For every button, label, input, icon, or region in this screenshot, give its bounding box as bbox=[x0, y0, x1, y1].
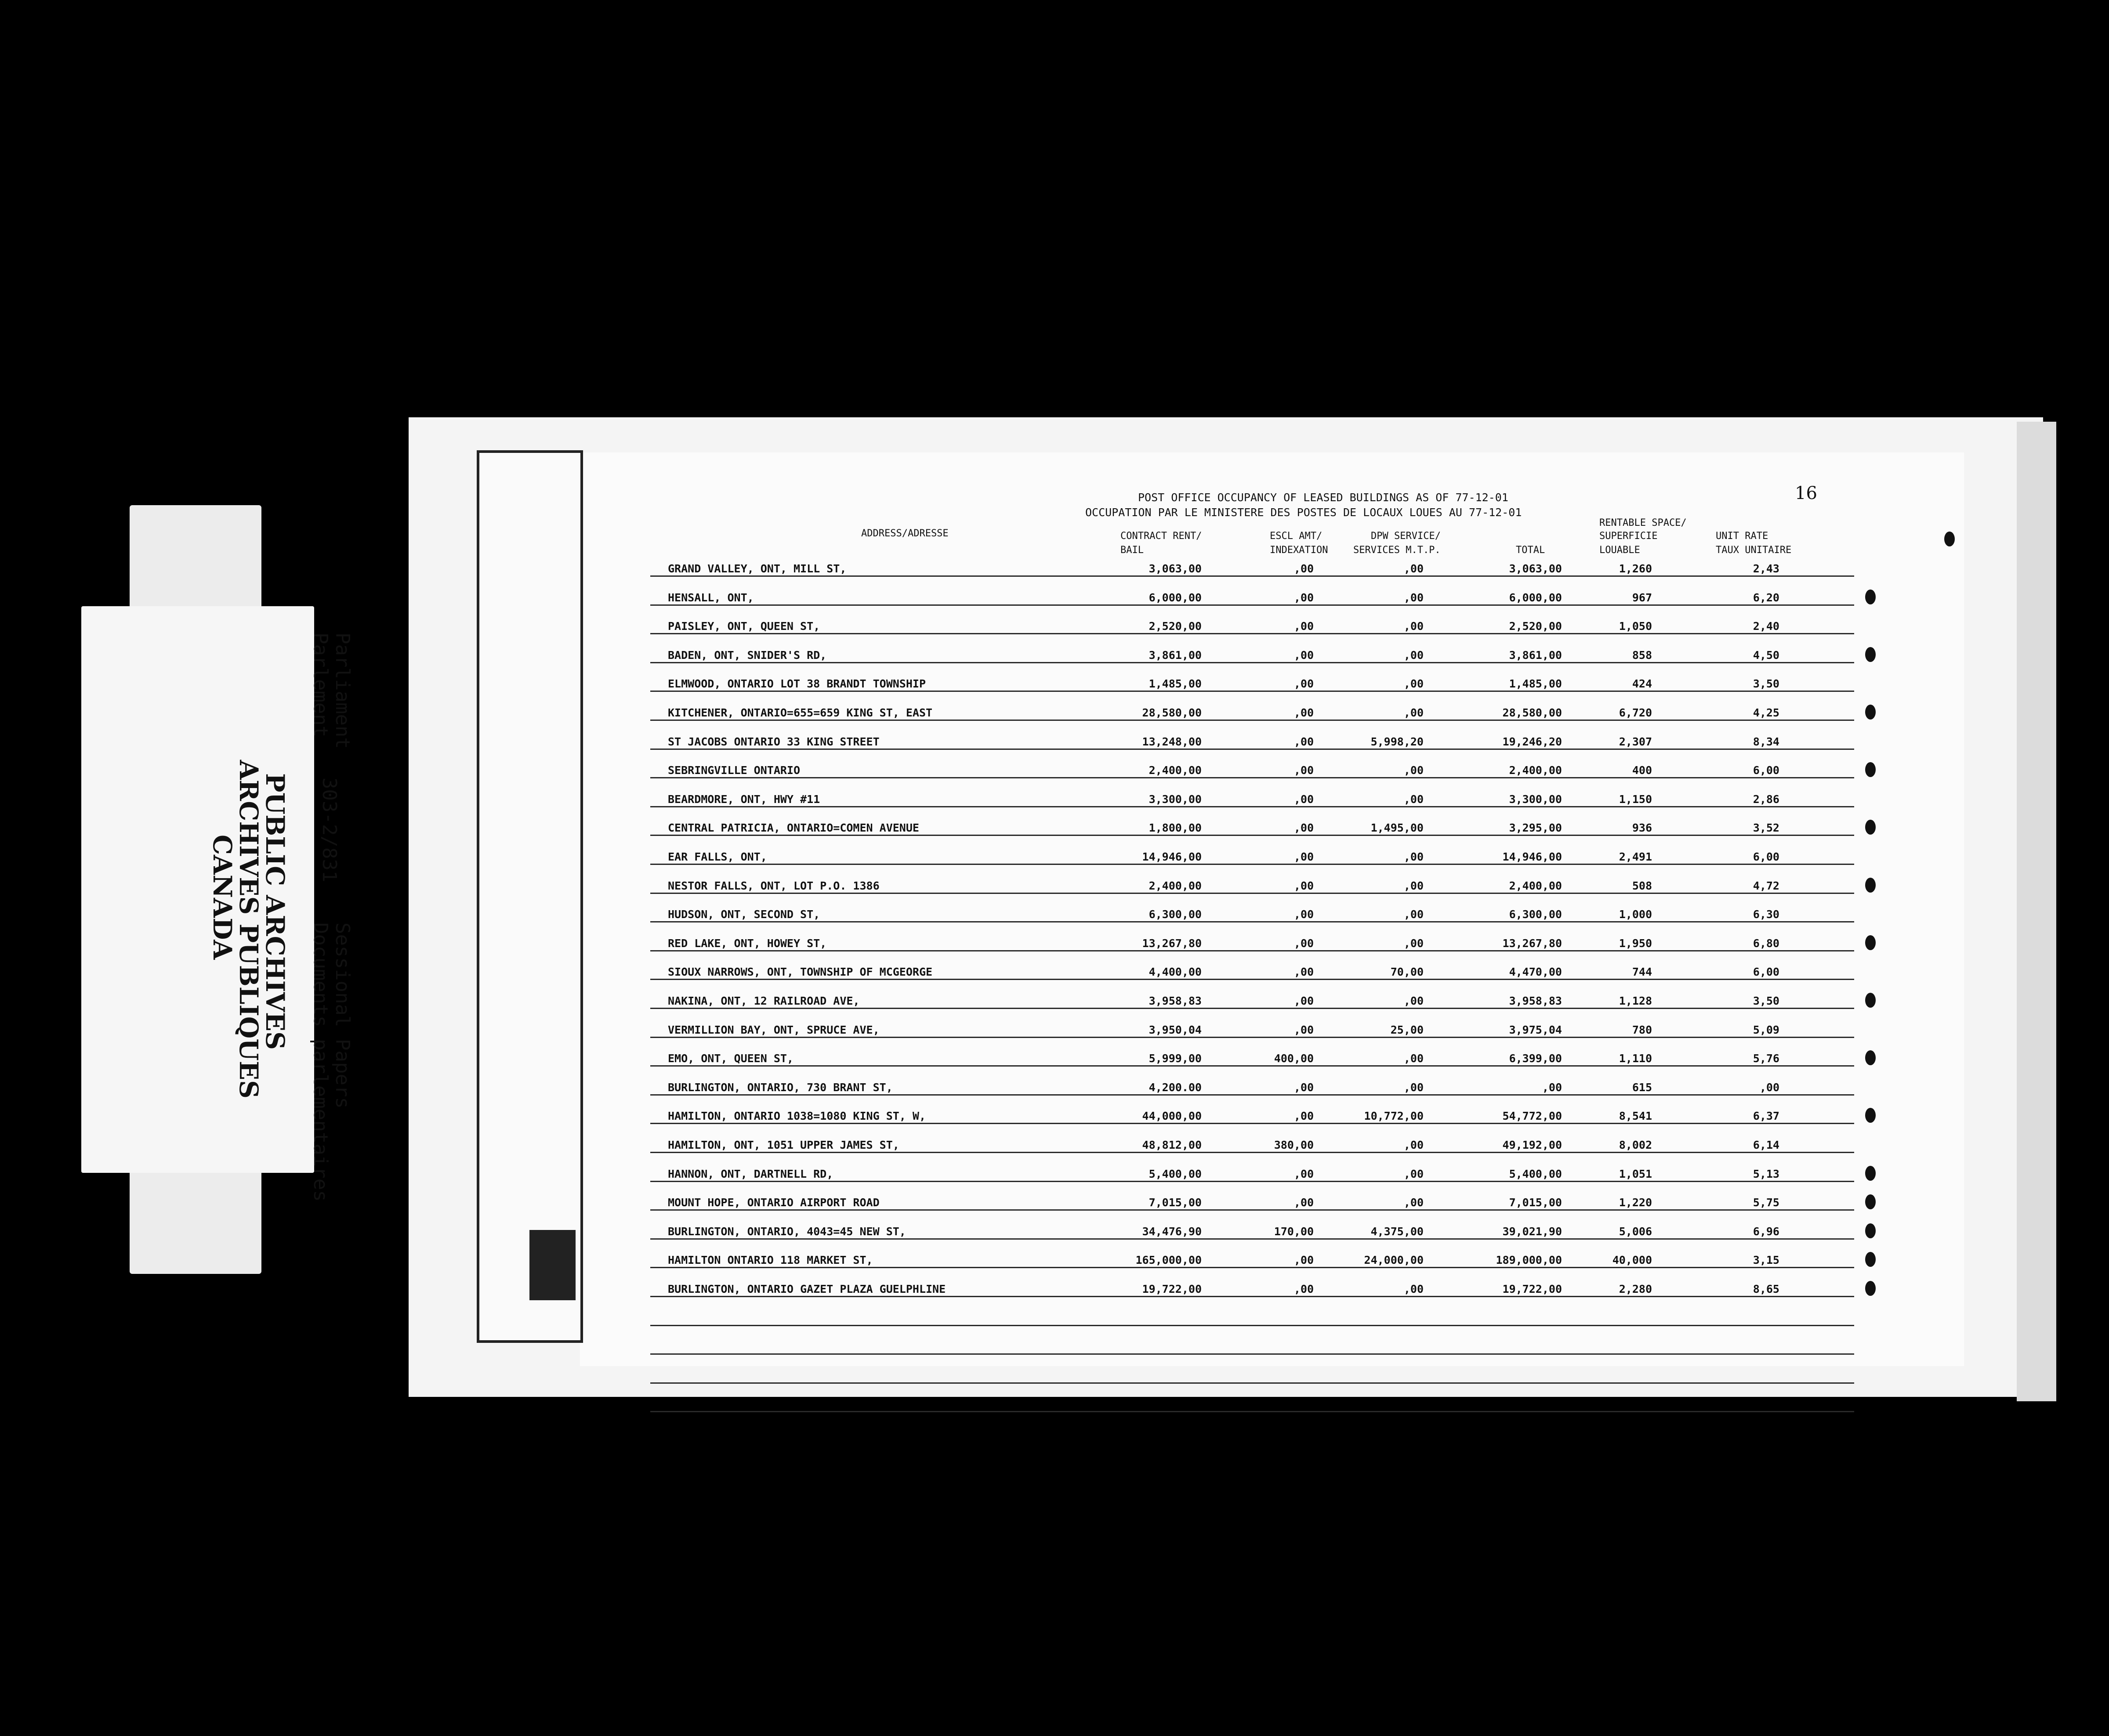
punch-hole bbox=[1865, 1050, 1876, 1065]
cell-escl: ,00 bbox=[1294, 735, 1314, 748]
cell-space: 8,002 bbox=[1619, 1139, 1652, 1151]
cell-address: HENSALL, ONT, bbox=[668, 591, 754, 604]
cell-rate: 6,96 bbox=[1753, 1225, 1779, 1238]
cell-contract: 3,958,83 bbox=[1149, 995, 1202, 1007]
cell-dpw: ,00 bbox=[1403, 1081, 1424, 1094]
cell-contract: 14,946,00 bbox=[1142, 850, 1202, 863]
cell-total: 3,295,00 bbox=[1509, 821, 1562, 835]
row-divider bbox=[650, 979, 1854, 980]
cell-rate: 2,86 bbox=[1753, 792, 1779, 806]
cell-rate: 8,34 bbox=[1753, 735, 1779, 748]
cell-rate: 6,37 bbox=[1753, 1110, 1779, 1123]
cell-address: CENTRAL PATRICIA, ONTARIO=COMEN AVENUE bbox=[668, 821, 919, 835]
title-fr: OCCUPATION PAR LE MINISTERE DES POSTES DE LOCAUX LOUES AU 77-12-01 bbox=[1085, 506, 1522, 519]
cell-total: 19,722,00 bbox=[1502, 1283, 1562, 1295]
punch-hole bbox=[1944, 532, 1955, 546]
cell-space: 2,491 bbox=[1619, 850, 1652, 863]
cell-address: BURLINGTON, ONTARIO, 4043=45 NEW ST, bbox=[668, 1225, 906, 1238]
cell-space: 40,000 bbox=[1612, 1254, 1652, 1267]
cell-total: 6,300,00 bbox=[1509, 908, 1562, 921]
cell-escl: ,00 bbox=[1294, 966, 1314, 979]
cell-escl: ,00 bbox=[1294, 591, 1314, 604]
cell-space: 1,950 bbox=[1619, 937, 1652, 950]
cell-dpw: ,00 bbox=[1403, 995, 1424, 1007]
cell-total: 6,000,00 bbox=[1509, 591, 1562, 604]
cell-total: 19,246,20 bbox=[1502, 735, 1562, 748]
col-escl-2: INDEXATION bbox=[1270, 545, 1328, 556]
cell-escl: ,00 bbox=[1294, 677, 1314, 691]
cell-escl: ,00 bbox=[1294, 1110, 1314, 1123]
cell-address: KITCHENER, ONTARIO=655=659 KING ST, EAST bbox=[668, 706, 933, 719]
tag-sessional-en: Sessional Papers bbox=[331, 922, 354, 1109]
cell-contract: 44,000,00 bbox=[1142, 1110, 1202, 1123]
row-divider bbox=[650, 1008, 1854, 1009]
tag-reference: 303-2/831 bbox=[318, 778, 341, 882]
cell-contract: 34,476,90 bbox=[1142, 1225, 1202, 1238]
cell-escl: ,00 bbox=[1294, 879, 1314, 892]
cell-dpw: ,00 bbox=[1403, 1139, 1424, 1151]
cell-contract: 1,800,00 bbox=[1149, 821, 1202, 835]
tag-archives-line1: PUBLIC ARCHIVES bbox=[260, 773, 290, 1050]
cell-space: 1,050 bbox=[1619, 620, 1652, 633]
cell-dpw: ,00 bbox=[1403, 706, 1424, 719]
cell-dpw: ,00 bbox=[1403, 879, 1424, 892]
cell-address: BURLINGTON, ONTARIO GAZET PLAZA GUELPHLINE bbox=[668, 1283, 946, 1295]
cell-total: 3,975,04 bbox=[1509, 1023, 1562, 1036]
punch-hole bbox=[1865, 705, 1876, 720]
tag-parliament-fr: Parlement bbox=[309, 633, 332, 738]
cell-space: 858 bbox=[1632, 648, 1652, 662]
col-dpw-2: SERVICES M.T.P. bbox=[1353, 545, 1441, 556]
row-divider bbox=[650, 1411, 1854, 1412]
tag-archives-line3: CANADA bbox=[207, 835, 237, 960]
cell-dpw: ,00 bbox=[1403, 850, 1424, 863]
row-divider bbox=[650, 777, 1854, 778]
row-divider bbox=[650, 662, 1854, 663]
punch-hole bbox=[1865, 1166, 1876, 1181]
row-divider bbox=[650, 633, 1854, 634]
tag-parliament-en: Parliament bbox=[331, 633, 354, 749]
punch-hole bbox=[1865, 878, 1876, 893]
cell-escl: ,00 bbox=[1294, 821, 1314, 835]
punch-hole bbox=[1865, 1194, 1876, 1209]
cell-address: RED LAKE, ONT, HOWEY ST, bbox=[668, 937, 827, 950]
cell-total: 13,267,80 bbox=[1502, 937, 1562, 950]
cell-contract: 3,063,00 bbox=[1149, 562, 1202, 575]
cell-rate: 2,40 bbox=[1753, 620, 1779, 633]
cell-escl: ,00 bbox=[1294, 1023, 1314, 1036]
cell-rate: 5,76 bbox=[1753, 1052, 1779, 1065]
cell-dpw: 10,772,00 bbox=[1364, 1110, 1424, 1123]
cell-escl: ,00 bbox=[1294, 1081, 1314, 1094]
cell-contract: 19,722,00 bbox=[1142, 1283, 1202, 1295]
cell-address: ST JACOBS ONTARIO 33 KING STREET bbox=[668, 735, 880, 748]
cell-space: 615 bbox=[1632, 1081, 1652, 1094]
cell-escl: ,00 bbox=[1294, 706, 1314, 719]
cell-total: 6,399,00 bbox=[1509, 1052, 1562, 1065]
row-divider bbox=[650, 1065, 1854, 1067]
cell-rate: ,00 bbox=[1759, 1081, 1779, 1094]
cell-contract: 5,400,00 bbox=[1149, 1167, 1202, 1180]
cell-total: 39,021,90 bbox=[1502, 1225, 1562, 1238]
page-number: 16 bbox=[1795, 483, 1817, 503]
cell-address: VERMILLION BAY, ONT, SPRUCE AVE, bbox=[668, 1023, 880, 1036]
row-divider bbox=[650, 1123, 1854, 1124]
cell-space: 508 bbox=[1632, 879, 1652, 892]
cell-rate: 3,50 bbox=[1753, 677, 1779, 691]
cell-rate: 2,43 bbox=[1753, 562, 1779, 575]
title-en: POST OFFICE OCCUPANCY OF LEASED BUILDINGS AS OF 77-12-01 bbox=[1138, 491, 1508, 504]
cell-escl: ,00 bbox=[1294, 1167, 1314, 1180]
cell-address: EMO, ONT, QUEEN ST, bbox=[668, 1052, 794, 1065]
col-space-3: LOUABLE bbox=[1599, 545, 1640, 556]
punch-hole bbox=[1865, 590, 1876, 604]
cell-space: 1,051 bbox=[1619, 1167, 1652, 1180]
page-edge bbox=[2017, 422, 2056, 1401]
cell-contract: 4,200.00 bbox=[1149, 1081, 1202, 1094]
cell-space: 1,260 bbox=[1619, 562, 1652, 575]
cell-address: HAMILTON, ONT, 1051 UPPER JAMES ST, bbox=[668, 1139, 899, 1151]
cell-address: ELMWOOD, ONTARIO LOT 38 BRANDT TOWNSHIP bbox=[668, 677, 926, 691]
cell-address: BEARDMORE, ONT, HWY #11 bbox=[668, 792, 820, 806]
cell-address: HUDSON, ONT, SECOND ST, bbox=[668, 908, 820, 921]
cell-escl: ,00 bbox=[1294, 908, 1314, 921]
cell-contract: 2,400,00 bbox=[1149, 764, 1202, 777]
cell-escl: ,00 bbox=[1294, 995, 1314, 1007]
col-dpw-1: DPW SERVICE/ bbox=[1371, 531, 1441, 542]
cell-dpw: ,00 bbox=[1403, 591, 1424, 604]
cell-escl: ,00 bbox=[1294, 562, 1314, 575]
cell-space: 967 bbox=[1632, 591, 1652, 604]
cell-total: 54,772,00 bbox=[1502, 1110, 1562, 1123]
cell-contract: 3,861,00 bbox=[1149, 648, 1202, 662]
cell-contract: 13,267,80 bbox=[1142, 937, 1202, 950]
cell-escl: 400,00 bbox=[1274, 1052, 1314, 1065]
row-divider bbox=[650, 1094, 1854, 1096]
cell-rate: 4,72 bbox=[1753, 879, 1779, 892]
cell-total: 3,958,83 bbox=[1509, 995, 1562, 1007]
cell-total: ,00 bbox=[1542, 1081, 1562, 1094]
cell-contract: 48,812,00 bbox=[1142, 1139, 1202, 1151]
cell-dpw: ,00 bbox=[1403, 937, 1424, 950]
cell-rate: 6,20 bbox=[1753, 591, 1779, 604]
cell-escl: ,00 bbox=[1294, 792, 1314, 806]
cell-contract: 1,485,00 bbox=[1149, 677, 1202, 691]
binding-strip bbox=[477, 450, 583, 1343]
col-address: ADDRESS/ADRESSE bbox=[861, 528, 949, 539]
cell-space: 2,280 bbox=[1619, 1283, 1652, 1295]
cell-rate: 3,52 bbox=[1753, 821, 1779, 835]
cell-escl: ,00 bbox=[1294, 764, 1314, 777]
cell-dpw: ,00 bbox=[1403, 562, 1424, 575]
cell-space: 1,110 bbox=[1619, 1052, 1652, 1065]
cell-contract: 28,580,00 bbox=[1142, 706, 1202, 719]
cell-total: 2,520,00 bbox=[1509, 620, 1562, 633]
cell-total: 2,400,00 bbox=[1509, 879, 1562, 892]
cell-address: GRAND VALLEY, ONT, MILL ST, bbox=[668, 562, 847, 575]
row-divider bbox=[650, 1037, 1854, 1038]
cell-dpw: ,00 bbox=[1403, 764, 1424, 777]
cell-address: EAR FALLS, ONT, bbox=[668, 850, 767, 863]
cell-dpw: 4,375,00 bbox=[1370, 1225, 1424, 1238]
row-divider bbox=[650, 749, 1854, 750]
cell-dpw: 24,000,00 bbox=[1364, 1254, 1424, 1267]
col-contract-1: CONTRACT RENT/ bbox=[1120, 531, 1202, 542]
cell-total: 2,400,00 bbox=[1509, 764, 1562, 777]
cell-space: 5,006 bbox=[1619, 1225, 1652, 1238]
cell-dpw: 70,00 bbox=[1390, 966, 1424, 979]
cell-space: 936 bbox=[1632, 821, 1652, 835]
col-space-2: SUPERFICIE bbox=[1599, 531, 1658, 542]
cell-dpw: 25,00 bbox=[1390, 1023, 1424, 1036]
col-rate-2: TAUX UNITAIRE bbox=[1716, 545, 1792, 556]
cell-contract: 3,950,04 bbox=[1149, 1023, 1202, 1036]
cell-dpw: ,00 bbox=[1403, 1283, 1424, 1295]
cell-contract: 6,000,00 bbox=[1149, 591, 1202, 604]
cell-total: 5,400,00 bbox=[1509, 1167, 1562, 1180]
cell-address: NESTOR FALLS, ONT, LOT P.O. 1386 bbox=[668, 879, 880, 892]
cell-rate: 3,50 bbox=[1753, 995, 1779, 1007]
cell-dpw: 1,495,00 bbox=[1370, 821, 1424, 835]
cell-total: 14,946,00 bbox=[1502, 850, 1562, 863]
cell-rate: 8,65 bbox=[1753, 1283, 1779, 1295]
cell-space: 1,220 bbox=[1619, 1196, 1652, 1209]
cell-rate: 5,13 bbox=[1753, 1167, 1779, 1180]
cell-address: NAKINA, ONT, 12 RAILROAD AVE, bbox=[668, 995, 860, 1007]
col-total: TOTAL bbox=[1516, 545, 1545, 556]
row-divider bbox=[650, 575, 1854, 577]
cell-dpw: ,00 bbox=[1403, 620, 1424, 633]
cell-total: 1,485,00 bbox=[1509, 677, 1562, 691]
cell-contract: 13,248,00 bbox=[1142, 735, 1202, 748]
cell-dpw: ,00 bbox=[1403, 792, 1424, 806]
cell-address: MOUNT HOPE, ONTARIO AIRPORT ROAD bbox=[668, 1196, 880, 1209]
row-divider bbox=[650, 806, 1854, 807]
cell-space: 780 bbox=[1632, 1023, 1652, 1036]
punch-hole bbox=[1865, 1281, 1876, 1296]
cell-rate: 6,14 bbox=[1753, 1139, 1779, 1151]
cell-escl: ,00 bbox=[1294, 850, 1314, 863]
cell-address: SEBRINGVILLE ONTARIO bbox=[668, 764, 801, 777]
cell-rate: 4,25 bbox=[1753, 706, 1779, 719]
cell-total: 3,300,00 bbox=[1509, 792, 1562, 806]
row-divider bbox=[650, 1181, 1854, 1182]
cell-address: HAMILTON ONTARIO 118 MARKET ST, bbox=[668, 1254, 873, 1267]
cell-dpw: 5,998,20 bbox=[1370, 735, 1424, 748]
tag-archives-line2: ARCHIVES PUBLIQUES bbox=[234, 760, 264, 1099]
row-divider bbox=[650, 1267, 1854, 1268]
cell-escl: ,00 bbox=[1294, 1254, 1314, 1267]
cell-space: 1,150 bbox=[1619, 792, 1652, 806]
cell-rate: 6,80 bbox=[1753, 937, 1779, 950]
cell-rate: 6,30 bbox=[1753, 908, 1779, 921]
cell-dpw: ,00 bbox=[1403, 1052, 1424, 1065]
col-contract-2: BAIL bbox=[1120, 545, 1144, 556]
cell-rate: 5,09 bbox=[1753, 1023, 1779, 1036]
cell-contract: 7,015,00 bbox=[1149, 1196, 1202, 1209]
cell-escl: ,00 bbox=[1294, 937, 1314, 950]
cell-escl: ,00 bbox=[1294, 648, 1314, 662]
cell-rate: 3,15 bbox=[1753, 1254, 1779, 1267]
cell-rate: 6,00 bbox=[1753, 850, 1779, 863]
row-divider bbox=[650, 1325, 1854, 1326]
punch-hole bbox=[1865, 993, 1876, 1008]
cell-space: 424 bbox=[1632, 677, 1652, 691]
cell-escl: ,00 bbox=[1294, 620, 1314, 633]
cell-total: 189,000,00 bbox=[1496, 1254, 1562, 1267]
cell-space: 8,541 bbox=[1619, 1110, 1652, 1123]
cell-dpw: ,00 bbox=[1403, 648, 1424, 662]
punch-hole bbox=[1865, 762, 1876, 777]
row-divider bbox=[650, 604, 1854, 606]
cell-dpw: ,00 bbox=[1403, 677, 1424, 691]
cell-rate: 6,00 bbox=[1753, 966, 1779, 979]
row-divider bbox=[650, 720, 1854, 721]
row-divider bbox=[650, 1238, 1854, 1240]
cell-address: BURLINGTON, ONTARIO, 730 BRANT ST, bbox=[668, 1081, 893, 1094]
row-divider bbox=[650, 1296, 1854, 1297]
cell-contract: 2,520,00 bbox=[1149, 620, 1202, 633]
punch-hole bbox=[1865, 1223, 1876, 1238]
cell-contract: 4,400,00 bbox=[1149, 966, 1202, 979]
row-divider bbox=[650, 1353, 1854, 1355]
row-divider bbox=[650, 921, 1854, 922]
cell-dpw: ,00 bbox=[1403, 1167, 1424, 1180]
cell-total: 3,063,00 bbox=[1509, 562, 1562, 575]
cell-rate: 4,50 bbox=[1753, 648, 1779, 662]
cell-address: HAMILTON, ONTARIO 1038=1080 KING ST, W, bbox=[668, 1110, 926, 1123]
cell-space: 6,720 bbox=[1619, 706, 1652, 719]
cell-dpw: ,00 bbox=[1403, 1196, 1424, 1209]
cell-escl: ,00 bbox=[1294, 1196, 1314, 1209]
cell-rate: 5,75 bbox=[1753, 1196, 1779, 1209]
cell-total: 7,015,00 bbox=[1509, 1196, 1562, 1209]
cell-rate: 6,00 bbox=[1753, 764, 1779, 777]
cell-address: BADEN, ONT, SNIDER'S RD, bbox=[668, 648, 827, 662]
row-divider bbox=[650, 950, 1854, 951]
row-divider bbox=[650, 864, 1854, 865]
row-divider bbox=[650, 893, 1854, 894]
cell-space: 2,307 bbox=[1619, 735, 1652, 748]
col-escl-1: ESCL AMT/ bbox=[1270, 531, 1323, 542]
cell-contract: 2,400,00 bbox=[1149, 879, 1202, 892]
row-divider bbox=[650, 691, 1854, 692]
cell-space: 1,000 bbox=[1619, 908, 1652, 921]
cell-dpw: ,00 bbox=[1403, 908, 1424, 921]
tag-sessional-fr: Documents parlementaires bbox=[309, 922, 332, 1202]
cell-space: 400 bbox=[1632, 764, 1652, 777]
punch-hole bbox=[1865, 935, 1876, 950]
row-divider bbox=[650, 1209, 1854, 1211]
cell-address: PAISLEY, ONT, QUEEN ST, bbox=[668, 620, 820, 633]
binding-block bbox=[529, 1230, 576, 1300]
cell-escl: ,00 bbox=[1294, 1283, 1314, 1295]
cell-total: 49,192,00 bbox=[1502, 1139, 1562, 1151]
archive-tag-text bbox=[81, 606, 354, 1202]
punch-hole bbox=[1865, 647, 1876, 662]
cell-address: SIOUX NARROWS, ONT, TOWNSHIP OF MCGEORGE bbox=[668, 966, 933, 979]
row-divider bbox=[650, 1152, 1854, 1153]
row-divider bbox=[650, 835, 1854, 836]
cell-escl: 380,00 bbox=[1274, 1139, 1314, 1151]
col-rate-1: UNIT RATE bbox=[1716, 531, 1768, 542]
cell-contract: 5,999,00 bbox=[1149, 1052, 1202, 1065]
cell-total: 3,861,00 bbox=[1509, 648, 1562, 662]
col-space-1: RENTABLE SPACE/ bbox=[1599, 517, 1687, 528]
cell-space: 1,128 bbox=[1619, 995, 1652, 1007]
cell-total: 28,580,00 bbox=[1502, 706, 1562, 719]
cell-space: 744 bbox=[1632, 966, 1652, 979]
cell-total: 4,470,00 bbox=[1509, 966, 1562, 979]
cell-address: HANNON, ONT, DARTNELL RD, bbox=[668, 1167, 833, 1180]
cell-escl: 170,00 bbox=[1274, 1225, 1314, 1238]
cell-contract: 165,000,00 bbox=[1135, 1254, 1202, 1267]
row-divider bbox=[650, 1382, 1854, 1384]
cell-contract: 3,300,00 bbox=[1149, 792, 1202, 806]
cell-contract: 6,300,00 bbox=[1149, 908, 1202, 921]
